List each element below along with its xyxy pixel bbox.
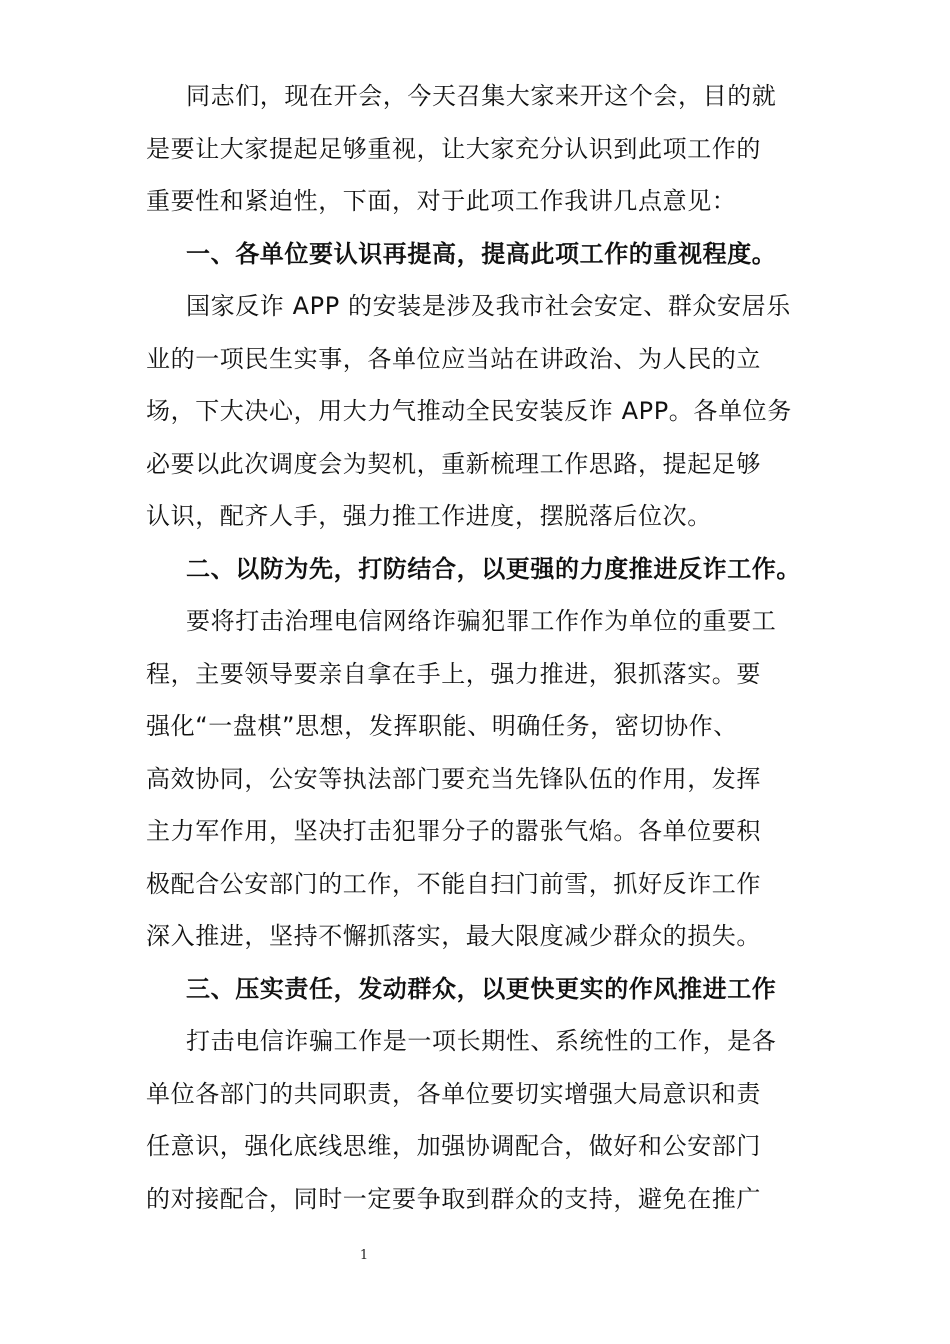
section-heading-1: 一、各单位要认识再提高，提高此项工作的重视程度。 [186,239,777,268]
paragraph-line: 同志们，现在开会，今天召集大家来开这个会，目的就 [186,82,777,110]
paragraph-line: 重要性和紧迫性，下面，对于此项工作我讲几点意见： [146,187,737,215]
paragraph-line: 极配合公安部门的工作，不能自扫门前雪，抓好反诈工作 [146,869,761,898]
section-heading-2: 二、以防为先，打防结合，以更强的力度推进反诈工作。 [186,554,801,583]
paragraph-line: 主力军作用，坚决打击犯罪分子的嚣张气焰。各单位要积 [146,817,761,845]
paragraph-line: 高效协同，公安等执法部门要充当先锋队伍的作用，发挥 [146,764,761,793]
paragraph-line: 认识，配齐人手，强力推工作进度，摆脱落后位次。 [146,502,712,530]
paragraph-line: 国家反诈 APP 的安装是涉及我市社会安定、群众安居乐 [186,292,791,320]
paragraph-line: 的对接配合，同时一定要争取到群众的支持，避免在推广 [146,1184,761,1213]
paragraph-line: 单位各部门的共同职责，各单位要切实增强大局意识和责 [146,1079,761,1108]
paragraph-line: 必要以此次调度会为契机，重新梳理工作思路，提起足够 [146,449,761,478]
paragraph-line: 要将打击治理电信网络诈骗犯罪工作作为单位的重要工 [186,607,777,635]
paragraph-line: 是要让大家提起足够重视，让大家充分认识到此项工作的 [146,134,761,163]
paragraph-line: 场，下大决心，用大力气推动全民安装反诈 APP。各单位务 [146,397,792,425]
paragraph-line: 业的一项民生实事，各单位应当站在讲政治、为人民的立 [146,344,761,373]
section-heading-3: 三、压实责任，发动群众，以更快更实的作风推进工作 [186,974,777,1003]
paragraph-line: 打击电信诈骗工作是一项长期性、系统性的工作，是各 [186,1027,777,1055]
document-body [146,70,814,1225]
paragraph-line: 深入推进，坚持不懈抓落实，最大限度减少群众的损失。 [146,922,761,950]
paragraph-line: 任意识，强化底线思维，加强协调配合，做好和公安部门 [146,1132,761,1160]
paragraph-line: 强化“一盘棋”思想，发挥职能、明确任务，密切协作、 [146,712,738,740]
page-number: 1 [359,1248,369,1263]
paragraph-line: 程，主要领导要亲自拿在手上，强力推进，狠抓落实。要 [146,659,761,688]
